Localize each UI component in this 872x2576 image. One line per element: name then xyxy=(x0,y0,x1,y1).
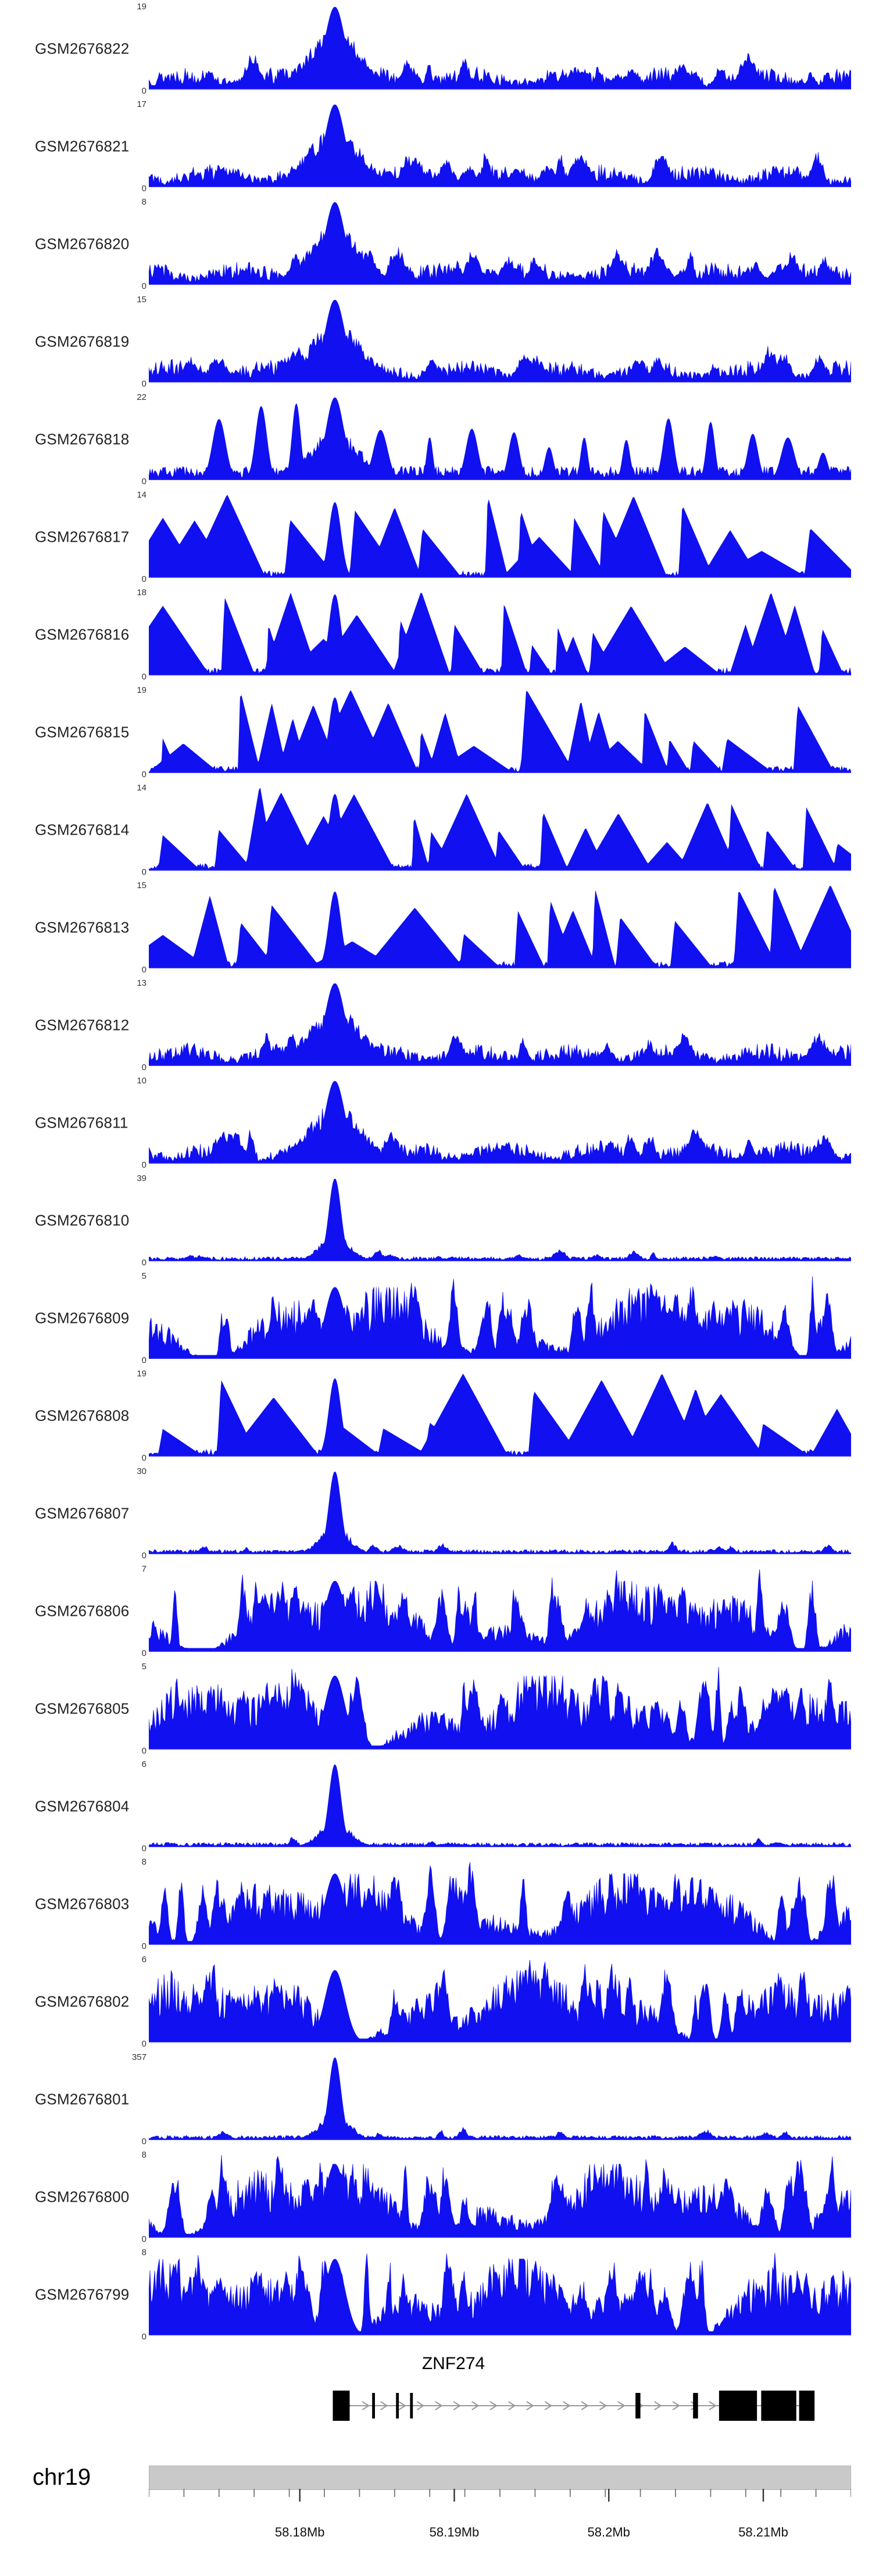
track-sample-label: GSM2676807 xyxy=(35,1504,130,1522)
track-sample-label: GSM2676814 xyxy=(35,821,130,839)
track-y-axis xyxy=(133,781,148,879)
gene-model-diagram xyxy=(149,2374,851,2438)
coverage-plot-area xyxy=(149,886,851,968)
track-y-axis-min: 0 xyxy=(141,2234,146,2244)
coverage-track xyxy=(0,1465,872,1562)
track-sample-label: GSM2676818 xyxy=(35,430,130,448)
track-y-axis xyxy=(133,0,148,98)
track-sample-label: GSM2676819 xyxy=(35,332,130,350)
coverage-plot-area xyxy=(149,1569,851,1652)
track-y-axis-max: 8 xyxy=(141,197,146,207)
coverage-track xyxy=(0,1855,872,1953)
gene-name-label: ZNF274 xyxy=(421,2354,485,2373)
track-y-axis xyxy=(133,2148,148,2246)
ruler-tick-label: 58.2Mb xyxy=(587,2525,630,2539)
track-y-axis xyxy=(133,195,148,293)
track-sample-label: GSM2676821 xyxy=(35,137,130,155)
track-y-axis-min: 0 xyxy=(141,1941,146,1951)
track-y-axis-min: 0 xyxy=(141,672,146,682)
track-y-axis-min: 0 xyxy=(141,1355,146,1365)
ruler-tick-label: 58.19Mb xyxy=(429,2525,480,2539)
coverage-track xyxy=(0,879,872,976)
track-y-axis-min: 0 xyxy=(141,867,146,877)
track-y-axis xyxy=(133,586,148,684)
track-y-axis-max: 5 xyxy=(141,1271,146,1281)
coverage-plot-area xyxy=(149,2058,851,2140)
track-sample-label: GSM2676806 xyxy=(35,1602,130,1620)
track-y-axis xyxy=(133,488,148,586)
coverage-track xyxy=(0,1172,872,1269)
track-y-axis-max: 13 xyxy=(137,978,146,988)
track-y-axis xyxy=(133,879,148,976)
coverage-track xyxy=(0,781,872,879)
coverage-plot-area xyxy=(149,202,851,285)
track-y-axis-max: 7 xyxy=(141,1564,146,1574)
chromosome-label: chr19 xyxy=(33,2464,91,2490)
track-y-axis-max: 5 xyxy=(141,1662,146,1672)
coverage-track xyxy=(0,684,872,781)
track-y-axis-max: 19 xyxy=(137,2,146,12)
track-sample-label: GSM2676801 xyxy=(35,2090,130,2108)
coverage-plot-area xyxy=(149,1276,851,1359)
track-sample-label: GSM2676820 xyxy=(35,235,130,253)
track-y-axis xyxy=(133,293,148,391)
coverage-track xyxy=(0,0,872,98)
track-y-axis-min: 0 xyxy=(141,86,146,96)
coverage-track xyxy=(0,2051,872,2148)
track-y-axis-min: 0 xyxy=(141,1453,146,1463)
genomic-coordinate-ruler xyxy=(149,2489,851,2559)
track-sample-label: GSM2676822 xyxy=(35,40,130,58)
coverage-plot-area xyxy=(149,690,851,773)
track-y-axis xyxy=(133,1367,148,1465)
coverage-plot-area xyxy=(149,983,851,1066)
track-y-axis-min: 0 xyxy=(141,2039,146,2049)
coverage-plot-area xyxy=(149,593,851,675)
track-y-axis-min: 0 xyxy=(141,1062,146,1072)
coverage-track xyxy=(0,488,872,586)
coverage-plot-area xyxy=(149,7,851,90)
track-y-axis-min: 0 xyxy=(141,965,146,975)
coverage-track xyxy=(0,1953,872,2051)
track-y-axis-min: 0 xyxy=(141,1551,146,1561)
coverage-plot-area xyxy=(149,1960,851,2042)
track-sample-label: GSM2676812 xyxy=(35,1016,130,1034)
track-y-axis-min: 0 xyxy=(141,574,146,584)
track-sample-label: GSM2676813 xyxy=(35,918,130,936)
track-y-axis-min: 0 xyxy=(141,1746,146,1756)
coverage-plot-area xyxy=(149,1472,851,1554)
coverage-plot-area xyxy=(149,1667,851,1749)
track-sample-label: GSM2676816 xyxy=(35,625,130,643)
coverage-track xyxy=(0,1758,872,1855)
track-sample-label: GSM2676799 xyxy=(35,2285,130,2303)
track-y-axis-max: 10 xyxy=(137,1076,146,1086)
chromosome-ideogram-bar xyxy=(149,2466,851,2490)
track-y-axis-max: 14 xyxy=(137,490,146,500)
track-y-axis-min: 0 xyxy=(141,1258,146,1268)
coverage-plot-area xyxy=(149,398,851,480)
track-y-axis-min: 0 xyxy=(141,184,146,194)
track-y-axis-min: 0 xyxy=(141,1160,146,1170)
track-y-axis xyxy=(133,98,148,195)
coverage-plot-area xyxy=(149,300,851,382)
track-y-axis xyxy=(133,1172,148,1269)
coverage-plot-area xyxy=(149,1765,851,1847)
coverage-track xyxy=(0,1660,872,1758)
track-sample-label: GSM2676817 xyxy=(35,528,130,546)
coverage-track xyxy=(0,98,872,195)
coverage-track xyxy=(0,391,872,488)
track-y-axis xyxy=(133,684,148,781)
track-y-axis-max: 39 xyxy=(137,1173,146,1183)
track-y-axis xyxy=(133,1562,148,1660)
track-y-axis-min: 0 xyxy=(141,2332,146,2342)
gene-model-panel xyxy=(0,2344,872,2454)
track-y-axis-min: 0 xyxy=(141,1844,146,1854)
track-y-axis xyxy=(133,2051,148,2148)
coverage-track xyxy=(0,586,872,684)
coverage-track xyxy=(0,2246,872,2344)
chromosome-panel xyxy=(0,2454,872,2576)
track-y-axis-max: 22 xyxy=(137,392,146,402)
track-y-axis-max: 14 xyxy=(137,783,146,793)
track-sample-label: GSM2676815 xyxy=(35,723,130,741)
track-y-axis-max: 19 xyxy=(137,1369,146,1379)
track-y-axis xyxy=(133,976,148,1074)
ruler-tick-labels xyxy=(149,2525,851,2548)
coverage-track xyxy=(0,1562,872,1660)
track-sample-label: GSM2676808 xyxy=(35,1407,130,1425)
track-y-axis-max: 17 xyxy=(137,99,146,109)
coverage-plot-area xyxy=(149,495,851,578)
track-sample-label: GSM2676804 xyxy=(35,1797,130,1815)
coverage-plot-area xyxy=(149,1081,851,1164)
track-y-axis xyxy=(133,1465,148,1562)
track-y-axis-max: 18 xyxy=(137,588,146,598)
coverage-plot-area xyxy=(149,105,851,187)
track-y-axis-min: 0 xyxy=(141,2137,146,2146)
track-y-axis-max: 8 xyxy=(141,2248,146,2257)
track-y-axis-max: 8 xyxy=(141,2150,146,2160)
track-sample-label: GSM2676809 xyxy=(35,1309,130,1327)
track-y-axis xyxy=(133,1855,148,1953)
track-y-axis xyxy=(133,1660,148,1758)
track-sample-label: GSM2676810 xyxy=(35,1211,130,1229)
track-sample-label: GSM2676803 xyxy=(35,1895,130,1913)
track-y-axis-max: 6 xyxy=(141,1759,146,1769)
coverage-plot-area xyxy=(149,1374,851,1457)
track-y-axis xyxy=(133,1758,148,1855)
ruler-tick-label: 58.21Mb xyxy=(738,2525,788,2539)
coverage-track xyxy=(0,1367,872,1465)
track-sample-label: GSM2676805 xyxy=(35,1700,130,1718)
coverage-plot-area xyxy=(149,1179,851,1261)
track-y-axis-min: 0 xyxy=(141,281,146,291)
track-y-axis-max: 19 xyxy=(137,685,146,695)
coverage-track xyxy=(0,2148,872,2246)
coverage-track xyxy=(0,976,872,1074)
track-y-axis xyxy=(133,391,148,488)
coverage-plot-area xyxy=(149,788,851,871)
track-y-axis-min: 0 xyxy=(141,379,146,389)
track-y-axis xyxy=(133,1953,148,2051)
coverage-track xyxy=(0,293,872,391)
track-sample-label: GSM2676802 xyxy=(35,1992,130,2010)
track-y-axis-min: 0 xyxy=(141,770,146,779)
track-sample-label: GSM2676811 xyxy=(35,1114,128,1132)
track-y-axis-max: 6 xyxy=(141,1955,146,1965)
ruler-tick-label: 58.18Mb xyxy=(274,2525,325,2539)
coverage-track xyxy=(0,1269,872,1367)
track-y-axis xyxy=(133,2246,148,2344)
track-y-axis-max: 357 xyxy=(131,2052,146,2062)
track-y-axis-min: 0 xyxy=(141,477,146,486)
track-y-axis-max: 15 xyxy=(137,295,146,305)
track-y-axis-max: 15 xyxy=(137,881,146,890)
track-y-axis-min: 0 xyxy=(141,1648,146,1658)
track-y-axis xyxy=(133,1269,148,1367)
coverage-track xyxy=(0,195,872,293)
coverage-plot-area xyxy=(149,2253,851,2335)
track-y-axis-max: 30 xyxy=(137,1466,146,1476)
coverage-plot-area xyxy=(149,2155,851,2238)
coverage-track xyxy=(0,1074,872,1172)
track-y-axis xyxy=(133,1074,148,1172)
coverage-plot-area xyxy=(149,1862,851,1945)
track-y-axis-max: 8 xyxy=(141,1857,146,1867)
track-sample-label: GSM2676800 xyxy=(35,2188,130,2206)
